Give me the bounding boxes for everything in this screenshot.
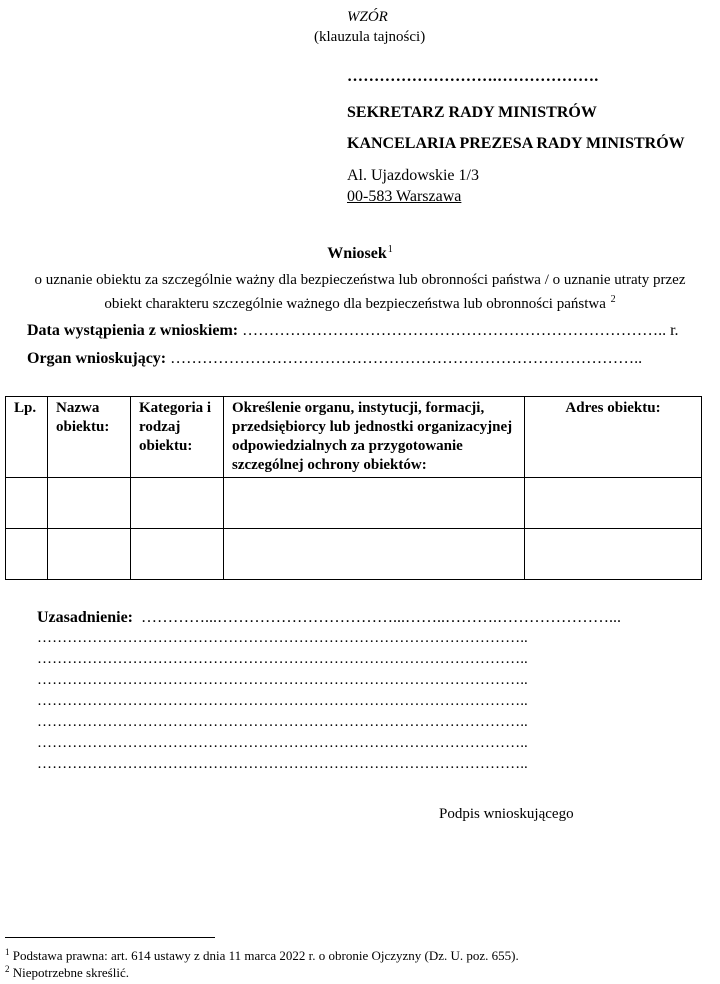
- footnote-text: Podstawa prawna: art. 614 ustawy z dnia 11 marca 2022 r. o obronie Ojczyzny (Dz. U. poz. 655).: [9, 948, 519, 963]
- table-cell[interactable]: [525, 478, 702, 529]
- document-title: [0, 244, 720, 263]
- table-cell[interactable]: [131, 478, 224, 529]
- justification-line[interactable]: ……………………………………………………………………………………..: [37, 672, 528, 688]
- template-label: WZÓR: [347, 9, 388, 25]
- subject-line-1: o uznanie obiektu za szczególnie ważny dla bezpieczeństwa lub obronności państwa / o uznanie utraty przez: [34, 272, 686, 288]
- table-cell[interactable]: [525, 529, 702, 580]
- table-cell[interactable]: [48, 529, 131, 580]
- date-field[interactable]: [27, 322, 679, 340]
- table-cell[interactable]: [6, 529, 48, 580]
- table-cell[interactable]: [224, 478, 525, 529]
- justification-line[interactable]: ……………………………………………………………………………………..: [37, 756, 528, 772]
- footnote-1: [5, 947, 519, 964]
- table-cell[interactable]: [131, 529, 224, 580]
- footnote-mark: 1: [5, 947, 10, 957]
- footnote-separator: [5, 937, 215, 938]
- addressee-line-2: KANCELARIA PREZESA RADY MINISTRÓW: [347, 135, 685, 152]
- justification-line[interactable]: ……………………………………………………………………………………..: [37, 693, 528, 709]
- document-title-text: Wniosek: [327, 245, 387, 262]
- justification-dots: …………...……………………………...……..……….…………………...: [141, 609, 621, 626]
- footnote-2: [5, 964, 129, 981]
- footnote-text: Niepotrzebne skreślić.: [9, 965, 129, 980]
- classification-clause: (klauzula tajności): [314, 29, 426, 45]
- subject-line-2-text: obiekt charakteru szczególnie ważnego dla bezpieczeństwa lub obronności państwa: [104, 296, 606, 312]
- table-cell[interactable]: [224, 529, 525, 580]
- justification-line[interactable]: ……………………………………………………………………………………..: [37, 735, 528, 751]
- addressee-street: Al. Ujazdowskie 1/3: [347, 167, 479, 184]
- date-dots: …………………………………………………………………….. r.: [242, 322, 679, 339]
- col-header-category: Kategoria i rodzaj obiektu:: [131, 397, 224, 478]
- footnote-mark: 2: [5, 964, 10, 974]
- col-header-address: Adres obiektu:: [525, 397, 702, 478]
- organ-label: Organ wnioskujący:: [27, 350, 167, 367]
- table-cell[interactable]: [48, 478, 131, 529]
- table-row: [6, 529, 702, 580]
- col-header-name: Nazwa obiektu:: [48, 397, 131, 478]
- addressee-dots: ……………………….……………….: [347, 68, 599, 85]
- footnote-ref-1: 1: [387, 244, 393, 255]
- col-header-organ: Określenie organu, instytucji, formacji, przedsiębiorcy lub jednostki organizacyjnej odpowiedzialnych za przygotowanie szczególnej ochrony obiektów:: [224, 397, 525, 478]
- table-header-row: [6, 397, 702, 478]
- justification-label: Uzasadnienie:: [37, 609, 133, 626]
- organ-field[interactable]: [27, 350, 642, 368]
- date-label: Data wystąpienia z wnioskiem:: [27, 322, 239, 339]
- addressee-city: 00-583 Warszawa: [347, 188, 462, 205]
- justification-line[interactable]: ……………………………………………………………………………………..: [37, 714, 528, 730]
- justification-line[interactable]: ……………………………………………………………………………………..: [37, 651, 528, 667]
- subject-line-2: [0, 290, 720, 314]
- justification-field[interactable]: [37, 609, 621, 627]
- signature-label: Podpis wnioskującego: [439, 806, 574, 822]
- table-cell[interactable]: [6, 478, 48, 529]
- table-row: [6, 478, 702, 529]
- request-subject: [0, 270, 720, 314]
- col-header-lp: Lp.: [6, 397, 48, 478]
- footnote-ref-2: 2: [610, 294, 616, 305]
- addressee-line-1: SEKRETARZ RADY MINISTRÓW: [347, 104, 597, 121]
- objects-table: [5, 396, 702, 580]
- organ-dots: ……………………………………………………………………………..: [170, 350, 643, 367]
- justification-line[interactable]: ……………………………………………………………………………………..: [37, 630, 528, 646]
